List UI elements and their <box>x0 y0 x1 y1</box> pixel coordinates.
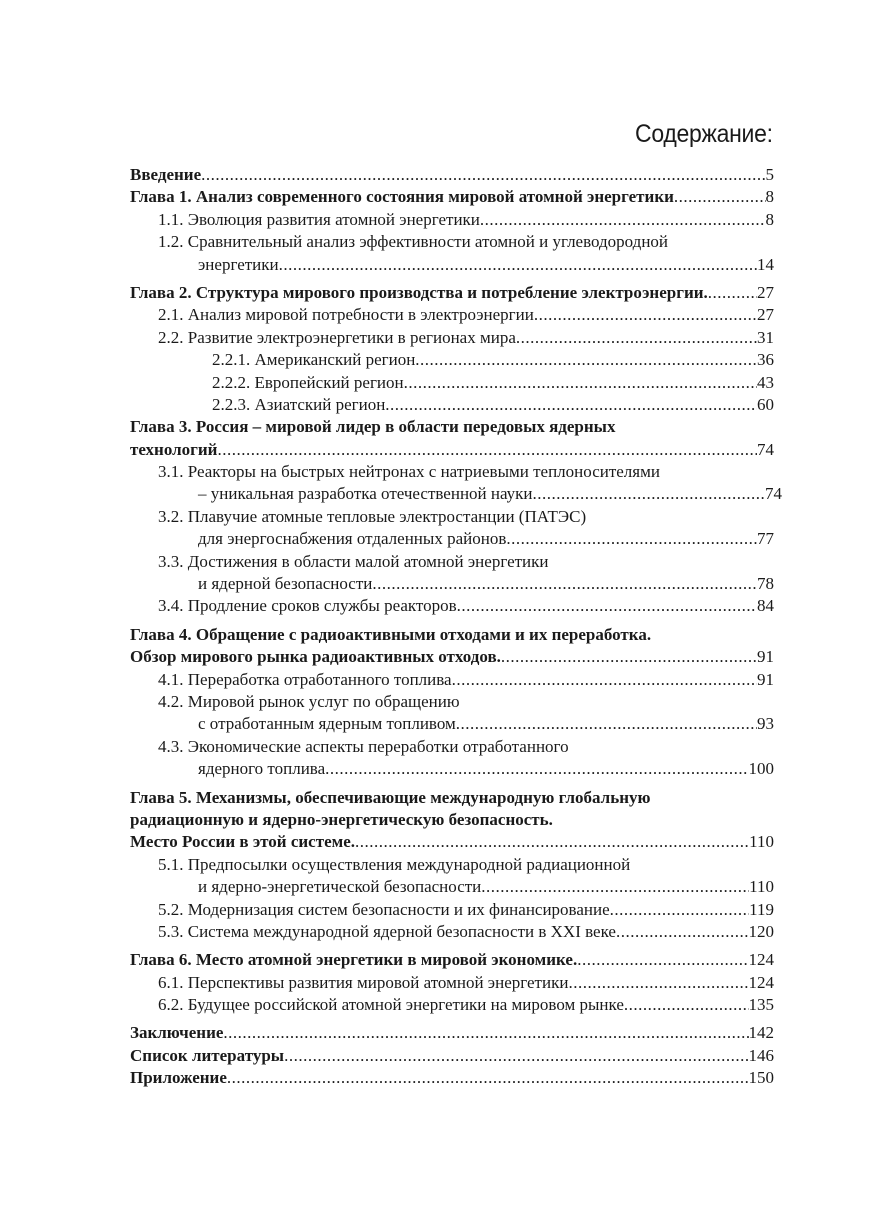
toc-page-number: 142 <box>748 1023 774 1043</box>
toc-page-number: 91 <box>757 669 774 689</box>
toc-entry-title: – уникальная разработка отечественной науки <box>198 484 533 504</box>
toc-section-3-2-cont[interactable] <box>130 528 774 550</box>
toc-section-4-3-cont[interactable] <box>130 758 774 780</box>
toc-entry-title: 2.2.1. Американский регион <box>212 350 416 370</box>
toc-page-number: 91 <box>757 647 774 667</box>
toc-entry-title: 2.1. Анализ мировой потребности в электроэнергии <box>158 305 534 325</box>
toc-bibliography[interactable] <box>130 1045 774 1067</box>
toc-entry-title: 3.4. Продление сроков службы реакторов <box>158 596 457 616</box>
toc-section-5-3[interactable] <box>130 921 774 943</box>
dot-leader <box>452 669 757 691</box>
toc-entry-title: энергетики <box>198 254 279 274</box>
toc-entry-title: 2.2.3. Азиатский регион <box>212 394 386 414</box>
toc-section-2-2[interactable] <box>130 327 774 349</box>
dot-leader <box>534 304 757 326</box>
toc-conclusion[interactable] <box>130 1022 774 1044</box>
toc-entry-title: Глава 3. Россия – мировой лидер в области передовых ядерных <box>130 417 616 437</box>
dot-leader <box>456 713 757 735</box>
toc-page-number: 5 <box>765 165 774 184</box>
toc-entry-title: Место России в этой системе. <box>130 832 355 852</box>
dot-leader <box>610 899 749 921</box>
toc-entry-title: 5.3. Система международной ядерной безопасности в XXI веке <box>158 921 616 941</box>
toc-page-number: 8 <box>765 209 774 229</box>
toc-section-3-3[interactable] <box>130 551 774 573</box>
toc-section-1-2[interactable] <box>130 231 774 253</box>
toc-section-6-2[interactable] <box>130 994 774 1016</box>
toc-entry-title: 4.2. Мировой рынок услуг по обращению <box>158 691 460 711</box>
dot-leader <box>533 483 765 505</box>
toc-section-2-1[interactable] <box>130 304 774 326</box>
toc-entry-title: 4.3. Экономические аспекты переработки отработанного <box>158 736 569 756</box>
dot-leader <box>325 758 748 780</box>
toc-entry-title: 4.1. Переработка отработанного топлива <box>158 669 452 689</box>
toc-page-number: 74 <box>765 484 782 504</box>
toc-entry-title: 5.1. Предпосылки осуществления международной радиационной <box>158 854 631 874</box>
toc-page-number: 124 <box>748 950 774 970</box>
toc-page-number: 84 <box>757 596 774 616</box>
toc-entry-title: и ядерно-энергетической безопасности <box>198 877 482 897</box>
toc-appendix[interactable] <box>130 1067 774 1089</box>
toc-section-4-2[interactable] <box>130 691 774 713</box>
dot-leader <box>480 209 766 231</box>
toc-page-number: 31 <box>757 327 774 347</box>
toc-section-3-3-cont[interactable] <box>130 573 774 595</box>
toc-entry-title: 2.2. Развитие электроэнергетики в регионах мира <box>158 327 516 347</box>
toc-section-5-1-cont[interactable] <box>130 876 774 898</box>
dot-leader <box>201 164 765 186</box>
toc-entry-title: 6.2. Будущее российской атомной энергетики на мировом рынке <box>158 995 624 1015</box>
dot-leader <box>506 528 757 550</box>
dot-leader <box>217 439 757 461</box>
toc-page-number: 78 <box>757 574 774 594</box>
toc-entry-title: 3.2. Плавучие атомные тепловые электростанции (ПАТЭС) <box>158 506 587 526</box>
toc-page-number: 135 <box>748 995 774 1015</box>
toc-section-5-1[interactable] <box>130 854 774 876</box>
toc-entry-title: 1.2. Сравнительный анализ эффективности атомной и углеводородной <box>158 232 669 252</box>
toc-page-number: 124 <box>748 972 774 992</box>
toc-chapter-2[interactable] <box>130 282 774 304</box>
toc-section-3-4[interactable] <box>130 595 774 617</box>
toc-page-number: 74 <box>757 439 774 459</box>
dot-leader <box>516 327 757 349</box>
dot-leader <box>481 876 749 898</box>
dot-leader <box>415 349 757 371</box>
toc-entry-title: Глава 6. Место атомной энергетики в мировой экономике. <box>130 950 578 970</box>
toc-entry-title: технологий <box>130 439 218 459</box>
toc-page-number: 14 <box>757 254 774 274</box>
dot-leader <box>284 1045 748 1067</box>
toc-chapter-4[interactable] <box>130 624 774 646</box>
toc-chapter-6[interactable] <box>130 949 774 971</box>
dot-leader <box>624 994 749 1016</box>
toc-entry-title: Глава 5. Механизмы, обеспечивающие международную глобальную <box>130 787 651 807</box>
toc-page-number: 77 <box>757 529 774 549</box>
toc-entry-title: Обзор мирового рынка радиоактивных отходов. <box>130 647 501 667</box>
toc-page-number: 8 <box>765 187 774 207</box>
toc-entry-title: радиационную и ядерно-энергетическую безопасность. <box>130 809 553 829</box>
toc-entry-title: 3.1. Реакторы на быстрых нейтронах с натриевыми теплоносителями <box>158 462 660 482</box>
toc-page-number: 27 <box>757 305 774 325</box>
toc-chapter-3-cont[interactable] <box>130 439 774 461</box>
dot-leader <box>355 831 749 853</box>
toc-page-number: 36 <box>757 350 774 370</box>
dot-leader <box>708 282 757 304</box>
toc-page-number: 119 <box>749 899 774 919</box>
toc-section-6-1[interactable] <box>130 972 774 994</box>
dot-leader <box>404 372 757 394</box>
toc-entry-title: Глава 1. Анализ современного состояния мировой атомной энергетики <box>130 187 674 207</box>
toc-section-2-2-3[interactable] <box>130 394 774 416</box>
dot-leader <box>568 972 748 994</box>
toc-entry-title: Список литературы <box>130 1045 285 1065</box>
toc-entry-title: 1.1. Эволюция развития атомной энергетики <box>158 209 480 229</box>
toc-page-number: 43 <box>757 372 774 392</box>
toc-entry-title: 6.1. Перспективы развития мировой атомной энергетики <box>158 972 569 992</box>
toc-page-number: 150 <box>748 1068 774 1088</box>
toc-chapter-4-cont[interactable] <box>130 646 774 668</box>
toc-section-2-2-1[interactable] <box>130 349 774 371</box>
toc-entry-title: Введение <box>130 165 202 184</box>
toc-section-3-1-cont[interactable] <box>130 483 782 505</box>
toc-page-number: 120 <box>748 921 774 941</box>
dot-leader <box>577 949 748 971</box>
dot-leader <box>674 186 766 208</box>
toc-page-number: 100 <box>748 759 774 779</box>
toc-intro[interactable] <box>130 164 774 186</box>
toc-entry-title: 3.3. Достижения в области малой атомной энергетики <box>158 551 549 571</box>
toc-page-number: 60 <box>757 394 774 414</box>
dot-leader <box>616 921 749 943</box>
toc-entry-title: 5.2. Модернизация систем безопасности и их финансирование <box>158 899 610 919</box>
toc-chapter-3[interactable] <box>130 416 774 438</box>
toc-entry-title: ядерного топлива <box>198 759 326 779</box>
page-title: Содержание: <box>635 120 773 148</box>
toc-entry-title: и ядерной безопасности <box>198 574 373 594</box>
dot-leader <box>457 595 757 617</box>
toc-section-2-2-2[interactable] <box>130 372 774 394</box>
toc-page-number: 110 <box>749 877 774 897</box>
toc-entry-title: Глава 4. Обращение с радиоактивными отходами и их переработка. <box>130 624 652 644</box>
dot-leader <box>372 573 757 595</box>
toc-section-5-2[interactable] <box>130 899 774 921</box>
toc-entry-title: Глава 2. Структура мирового производства и потребление электроэнергии. <box>130 282 708 302</box>
toc-section-4-3[interactable] <box>130 736 774 758</box>
toc-entry-title: 2.2.2. Европейский регион <box>212 372 404 392</box>
toc-chapter-5-cont-2[interactable] <box>130 831 774 853</box>
toc-page-number: 110 <box>749 832 774 852</box>
toc-page-number: 146 <box>748 1045 774 1065</box>
toc-entry-title: Заключение <box>130 1023 224 1043</box>
toc-page-number: 27 <box>757 282 774 302</box>
toc-page-number: 93 <box>757 714 774 734</box>
toc-section-1-1[interactable] <box>130 209 774 231</box>
toc-section-1-2-cont[interactable] <box>130 254 774 276</box>
toc-section-4-1[interactable] <box>130 669 774 691</box>
toc-section-4-2-cont[interactable] <box>130 713 774 735</box>
toc-entry-title: с отработанным ядерным топливом <box>198 714 456 734</box>
toc-chapter-5-cont-1[interactable] <box>130 809 774 831</box>
dot-leader <box>227 1067 749 1089</box>
toc-entry-title: для энергоснабжения отдаленных районов <box>198 529 507 549</box>
toc-chapter-1[interactable] <box>130 186 774 208</box>
dot-leader <box>501 646 757 668</box>
dot-leader <box>385 394 757 416</box>
dot-leader <box>279 254 757 276</box>
dot-leader <box>223 1022 748 1044</box>
toc-section-3-1[interactable] <box>130 461 774 483</box>
toc-entry-title: Приложение <box>130 1068 227 1088</box>
table-of-contents <box>130 164 782 1090</box>
toc-section-3-2[interactable] <box>130 506 774 528</box>
toc-chapter-5[interactable] <box>130 787 774 809</box>
